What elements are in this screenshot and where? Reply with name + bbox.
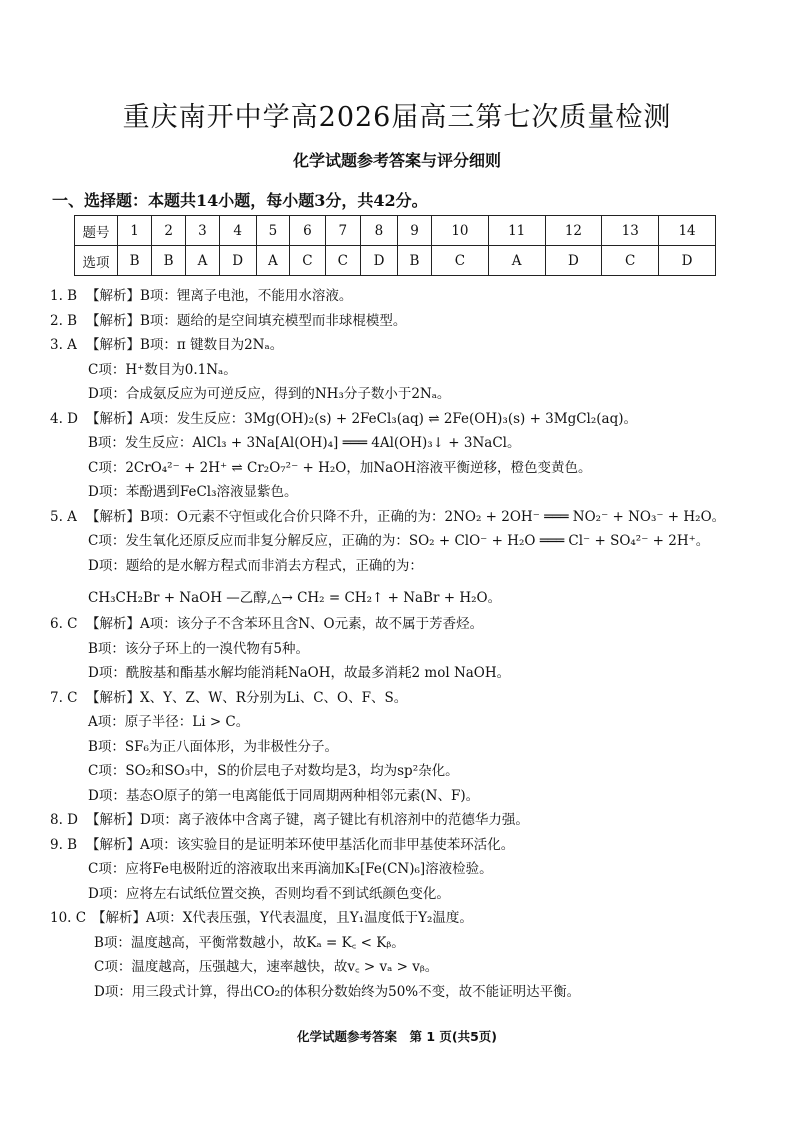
explanation-text: B项：SF₆为正八面体形，为非极性分子。 [88, 738, 338, 755]
explanation-continuation [50, 554, 760, 579]
page-subtitle: 化学试题参考答案与评分细则 [292, 151, 501, 170]
explanation-text: D项：应将左右试纸位置交换，否则均看不到试纸颜色变化。 [88, 885, 450, 902]
answer-cell: D [219, 246, 256, 276]
question-answer-label: 1. B [50, 288, 78, 304]
question-answer-label: 8. D [50, 812, 78, 828]
explanation-continuation [50, 759, 760, 784]
question-answer-label: 10. C [50, 910, 87, 926]
explanation-continuation [50, 578, 760, 612]
question-number: 11 [488, 216, 545, 246]
explanation-continuation [50, 456, 760, 481]
answer-cell: C [602, 246, 659, 276]
row-label-number: 题号 [75, 216, 118, 246]
answer-cell: D [545, 246, 602, 276]
explanation-text: C项：2CrO₄²⁻ + 2H⁺ ⇌ Cr₂O₇²⁻ + H₂O，加NaOH溶液平衡逆移，橙色变黄色。 [88, 459, 592, 476]
question-answer-label: 4. D [50, 410, 78, 427]
explanation-continuation [50, 784, 760, 809]
row-label-answer: 选项 [75, 246, 118, 276]
question-answer-label: 2. B [50, 312, 78, 329]
explanation-continuation [50, 882, 760, 907]
question-number: 5 [256, 216, 290, 246]
question-number: 6 [290, 216, 325, 246]
answer-cell: D [361, 246, 398, 276]
explanation-text: C项：SO₂和SO₃中，S的价层电子对数均是3，均为sp²杂化。 [88, 763, 459, 779]
question-answer-label: 6. C [50, 616, 78, 632]
explanation-continuation [50, 529, 760, 554]
question-number: 3 [186, 216, 220, 246]
explanation-item [50, 284, 760, 309]
answer-cell: A [256, 246, 290, 276]
explanation-continuation [50, 710, 760, 735]
explanation-text: C项：H⁺数目为0.1Nₐ。 [88, 361, 237, 378]
question-answer-label: 9. B [50, 836, 78, 853]
explanation-item [50, 505, 760, 530]
question-number: 7 [325, 216, 360, 246]
question-number: 9 [397, 216, 431, 246]
answer-cell: C [432, 246, 489, 276]
explanation-continuation [50, 857, 760, 882]
explanation-text: CH₃CH₂Br + NaOH —乙醇,△→ CH₂ = CH₂↑ + NaBr + H₂O。 [88, 590, 502, 606]
question-answer-label: 7. C [50, 689, 78, 706]
answer-cell: A [186, 246, 220, 276]
explanation-item [50, 407, 760, 432]
explanation-text: C项：应将Fe电极附近的溶液取出来再滴加K₃[Fe(CN)₆]溶液检验。 [88, 861, 493, 877]
explanation-text: 【解析】X、Y、Z、W、R分别为Li、C、O、F、S。 [86, 689, 408, 706]
explanation-text: D项：基态O原子的第一电离能低于同周期两种相邻元素(N、F)。 [88, 787, 480, 804]
explanation-text: 【解析】A项：发生反应：3Mg(OH)₂(s) + 2FeCl₃(aq) ⇌ 2Fe(OH)₃(s) + 3MgCl₂(aq)。 [86, 410, 638, 427]
question-number: 1 [118, 216, 152, 246]
explanation-continuation [50, 637, 760, 662]
question-number: 4 [219, 216, 256, 246]
answer-table [74, 215, 716, 276]
question-number: 2 [152, 216, 186, 246]
explanation-text: 【解析】B项：锂离子电池，不能用水溶液。 [86, 288, 353, 304]
explanation-text: C项：发生氧化还原反应而非复分解反应，正确的为：SO₂ + ClO⁻ + H₂O ═══ Cl⁻ + SO₄²⁻ + 2H⁺。 [88, 533, 710, 549]
explanation-continuation [50, 358, 760, 383]
explanation-continuation [50, 980, 760, 1005]
answer-cell: B [397, 246, 431, 276]
explanation-item [50, 686, 760, 711]
answer-table-answer-row [75, 246, 716, 276]
section-heading: 一、选择题：本题共14小题，每小题3分，共42分。 [52, 191, 428, 210]
explanation-text: D项：题给的是水解方程式而非消去方程式，正确的为： [88, 557, 423, 574]
answer-cell: B [118, 246, 152, 276]
explanation-text: 【解析】D项：离子液体中含离子键，离子键比有机溶剂中的范德华力强。 [86, 812, 529, 828]
question-number: 12 [545, 216, 602, 246]
explanations-list [50, 284, 760, 1004]
explanation-text: 【解析】B项：π 键数目为2Nₐ。 [86, 337, 284, 353]
explanation-text: D项：苯酚遇到FeCl₃溶液显紫色。 [88, 484, 298, 500]
explanation-continuation [50, 431, 760, 456]
question-answer-label: 5. A [50, 508, 77, 525]
explanation-text: 【解析】A项：该实验目的是证明苯环使甲基活化而非甲基使苯环活化。 [86, 836, 515, 853]
explanation-text: B项：温度越高，平衡常数越小，故Kₐ = K꜀ < Kᵦ。 [94, 934, 405, 951]
explanation-text: 【解析】A项：该分子不含苯环且含N、O元素，故不属于芳香烃。 [86, 616, 484, 632]
explanation-text: 【解析】B项：O元素不守恒或化合价只降不升，正确的为：2NO₂ + 2OH⁻ ═══ NO₂⁻ + NO₃⁻ + H₂O。 [86, 508, 726, 525]
explanation-text: B项：发生反应：AlCl₃ + 3Na[Al(OH)₄] ═══ 4Al(OH)₃↓ + 3NaCl。 [88, 435, 521, 451]
explanation-text: D项：合成氨反应为可逆反应，得到的NH₃分子数小于2Nₐ。 [88, 386, 451, 402]
explanation-continuation [50, 661, 760, 686]
explanation-continuation [50, 955, 760, 980]
page-footer: 化学试题参考答案 第 1 页(共5页) [296, 1029, 498, 1044]
question-number: 14 [659, 216, 716, 246]
explanation-item [50, 906, 760, 931]
explanation-continuation [50, 931, 760, 956]
answer-cell: C [325, 246, 360, 276]
explanation-continuation [50, 382, 760, 407]
explanation-item [50, 833, 760, 858]
question-number: 10 [432, 216, 489, 246]
explanation-text: 【解析】B项：题给的是空间填充模型而非球棍模型。 [86, 312, 407, 329]
explanation-text: 【解析】A项：X代表压强，Y代表温度，且Y₁温度低于Y₂温度。 [92, 910, 473, 926]
answer-cell: C [290, 246, 325, 276]
explanation-text: C项：温度越高，压强越大，速率越快，故v꜀ > vₐ > vᵦ。 [94, 959, 439, 975]
explanation-text: A项：原子半径：Li > C。 [88, 714, 250, 730]
explanation-text: D项：用三段式计算，得出CO₂的体积分数始终为50%不变，故不能证明达平衡。 [94, 983, 581, 1000]
explanation-item [50, 808, 760, 833]
question-number: 13 [602, 216, 659, 246]
answer-cell: D [659, 246, 716, 276]
answer-cell: B [152, 246, 186, 276]
explanation-item [50, 333, 760, 358]
question-number: 8 [361, 216, 398, 246]
answer-cell: A [488, 246, 545, 276]
page-title: 重庆南开中学高2026届高三第七次质量检测 [122, 102, 672, 133]
explanation-text: D项：酰胺基和酯基水解均能消耗NaOH，故最多消耗2 mol NaOH。 [88, 665, 511, 681]
explanation-continuation [50, 480, 760, 505]
answer-table-number-row [75, 216, 716, 246]
explanation-item [50, 612, 760, 637]
question-answer-label: 3. A [50, 337, 77, 353]
explanation-text: B项：该分子环上的一溴代物有5种。 [88, 640, 310, 657]
explanation-item [50, 309, 760, 334]
explanation-continuation [50, 735, 760, 760]
